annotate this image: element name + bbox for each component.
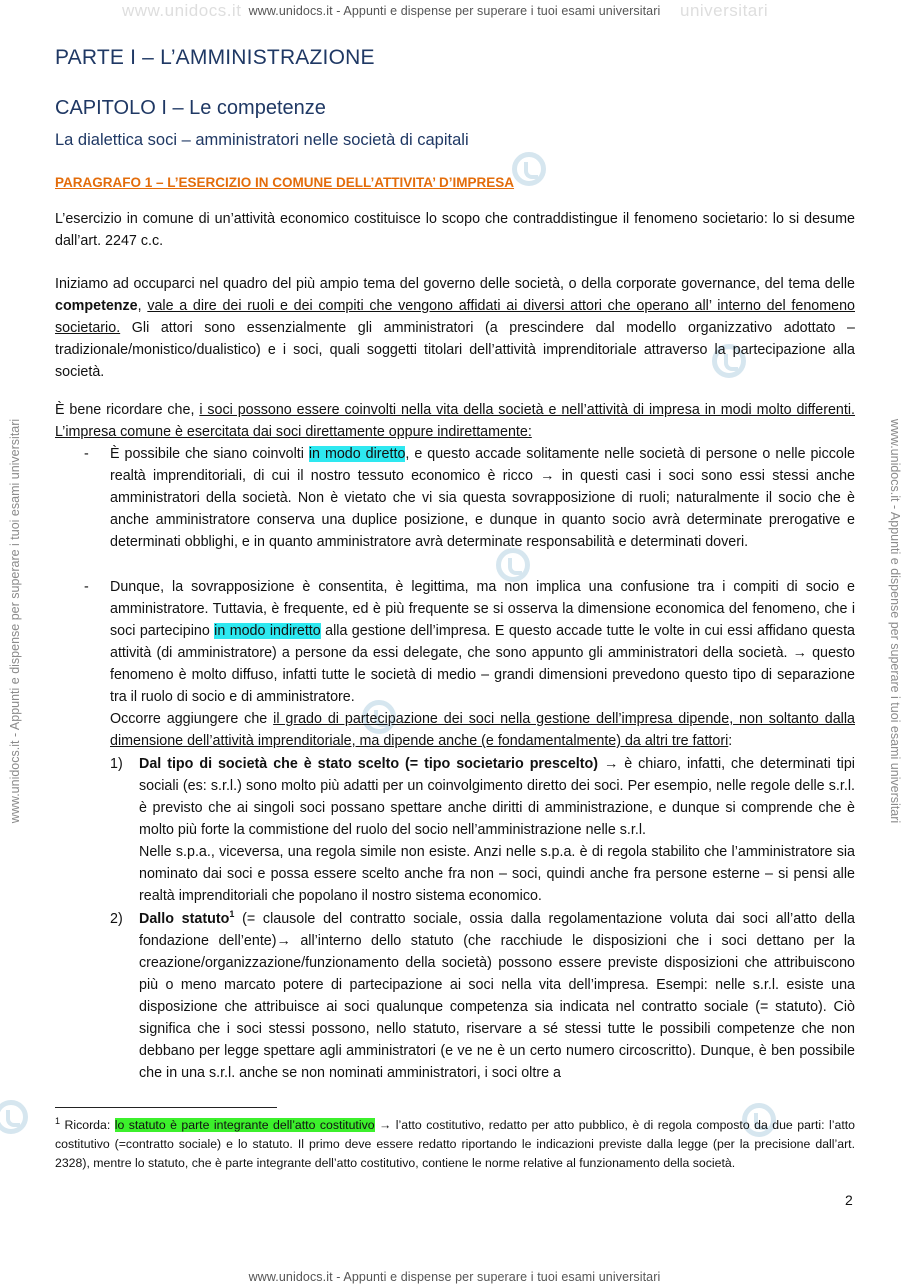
paragraph-3: È bene ricordare che, i soci possono essere coinvolti nella vita della società e nell’attività di impresa in modi molto differenti. L’impresa comune è esercitata dai soci direttamente oppure indirettamente: (55, 402, 855, 440)
paragraph-2: Iniziamo ad occuparci nel quadro del più ampio tema del governo delle società, o della corporate governance, del tema delle competenze, vale a dire dei ruoli e dei compiti che vengono affidati ai diversi attori che operano all’ interno del fenomeno societario. Gli attori sono essenzialmente gli amministratori (a prescindere dal modello organizzativo adottato – tradizionale/monistico/dualistico) e i soci, quali soggetti titolari dell’attività imprenditoriale attraverso la partecipazione alla società. (55, 276, 855, 380)
chapter-subtitle: La dialettica soci – amministratori nelle società di capitali (55, 131, 469, 149)
footnote-separator (55, 1107, 277, 1108)
list-number: 2) (110, 911, 123, 927)
unidocs-logo-icon (0, 1100, 28, 1134)
bullet-item-direct: È possibile che siano coinvolti in modo diretto, e questo accade solitamente nelle società di persone o nelle piccole realtà imprenditoriali, di cui il nostro tessuto economico è ricco → in questi casi i soci sono essi stessi anche amministratori della società. Non è vietato che vi sia questa sovrapposizione di ruoli; naturalmente il socio che è anche amministratore conserva una duplice posizione, e dunque in quanto socio avrà determinate prerogative e determinati obblighi, e in quanto amministratore avrà determinate responsabilità e determinati doveri. (110, 446, 855, 550)
part-heading: PARTE I – L’AMMINISTRAZIONE (55, 46, 375, 69)
watermark-ghost-left: www.unidocs.it (122, 1, 242, 20)
list-number: 1) (110, 756, 123, 772)
list-item-company-type: Dal tipo di società che è stato scelto (= tipo societario prescelto) → è chiaro, infatti, che determinati tipi sociali (es: s.r.l.) sono molto più adatti per un coinvolgimento diretto dei soci. Per esempio, nelle regole delle s.r.l. è previsto che ai singoli soci possano spettare anche diritti di amministrazione, e dunque si comprende che è molto più forte la commistione del ruolo del socio nell’amministrazione nelle s.r.l. Nelle s.p.a., viceversa, una regola simile non esiste. Anzi nelle s.p.a. è di regola stabilito che l’amministratore sia nominato dai soci e possa essere scelto anche fra non – soci, quindi anche fra persone esterne – si pensi alle realtà imprenditoriali che popolano il nostro sistema economico. (139, 756, 855, 904)
highlight-direct: in modo diretto (308, 446, 406, 462)
paragraph-heading: PARAGRAFO 1 – L’ESERCIZIO IN COMUNE DELL’ATTIVITA’ D’IMPRESA (55, 175, 515, 190)
footnote-ref: 1 (229, 909, 235, 920)
watermark-side-right: www.unidocs.it - Appunti e dispense per superare i tuoi esami universitari (888, 418, 902, 824)
paragraph-1: L’esercizio in comune di un’attività economico costituisce lo scopo che contraddistingue il fenomeno societario: lo si desume dall’art. 2247 c.c. (55, 211, 855, 249)
watermark-ghost-right: universitari (680, 1, 769, 20)
watermark-bottom: www.unidocs.it - Appunti e dispense per superare i tuoi esami universitari (248, 1270, 661, 1284)
bullet-marker: - (84, 446, 89, 462)
bullet-item-indirect: Dunque, la sovrapposizione è consentita, è legittima, ma non implica una confusione tra i compiti di socio e amministratore. Tuttavia, è frequente, ed è più frequente se si osserva la dimensione economica del fenomeno, che i soci partecipino in modo indiretto alla gestione dell’impresa. E questo accade tutte le volte in cui essi affidano questa attività (di amministratore) a persone da essi delegate, che sono appunto gli amministratori della società. → questo fenomeno è molto diffuso, infatti tutte le società di medio – grandi dimensioni prevedono questo tipo di separazione tra il ruolo di socio e di amministratore. Occorre aggiungere che il grado di partecipazione dei soci nella gestione dell’impresa dipende, non soltanto dalla dimensione dell’attività imprenditoriale, ma dipende anche (e fondamentalmente) da altri tre fattori: (110, 579, 855, 749)
footnote: $^1$ Ricorda: lo statuto è parte integrante dell’atto costitutivo → l’atto costitutivo, redatto per atto pubblico, è di regola composto da due parti: l’atto costitutivo (=contratto sociale) e lo statuto. Il primo deve essere redatto riportando le indicazioni previste dalla legge (per la precisione dall’art. 2328), mentre lo statuto, che è parte integrante dell’atto costitutivo, contiene le norme relative al funzionamento della società. (55, 1115, 855, 1170)
highlight-statute: lo statuto è parte integrante dell’atto costitutivo (114, 1118, 375, 1132)
page-number: 2 (845, 1192, 853, 1208)
watermark-side-left: www.unidocs.it - Appunti e dispense per superare i tuoi esami universitari (8, 418, 22, 824)
watermark-top: www.unidocs.it - Appunti e dispense per superare i tuoi esami universitari (248, 4, 661, 18)
bullet-marker: - (84, 579, 89, 595)
highlight-indirect: in modo indiretto (214, 623, 321, 639)
list-item-statute: Dallo statuto$^1$ (= clausole del contratto sociale, ossia dalla regolamentazione voluta dai soci all’atto della fondazione dell’ente)→ all’interno dello statuto (che racchiude le disposizioni che i soci dettano per la creazione/organizzazione/funzionamento della società) possono essere previste disposizioni che attribuiscono più o meno marcato potere di partecipazione ai soci nella vita dell’impresa. Esempi: nelle s.r.l. esiste una disposizione che attribuisce ai soci qualunque competenza sia indicata nel contratto sociale (= statuto). Ciò significa che i soci stessi possono, nello statuto, riservare a sé stessi tutte le possibili competenze che non debbano per legge spettare agli amministratori (e ve ne è un certo numero circoscritto). Dunque, è ben possibile che in una s.r.l. anche se non nominati amministratori, i soci oltre a (139, 909, 855, 1081)
chapter-heading: CAPITOLO I – Le competenze (55, 97, 326, 119)
